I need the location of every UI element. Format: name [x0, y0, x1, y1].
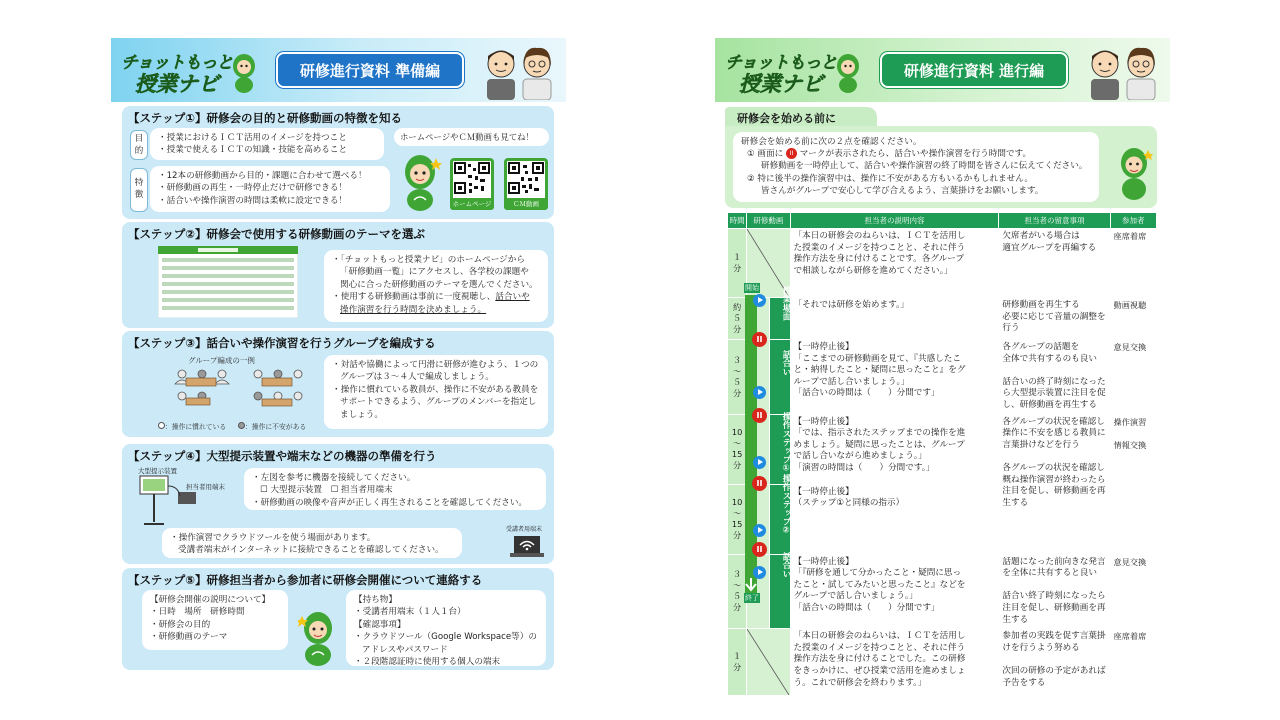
page-title: 研修進行資料 進行編 — [880, 52, 1068, 88]
play-icon — [753, 524, 766, 537]
qr-code-icon — [507, 161, 545, 195]
diagonal-line-icon — [747, 629, 789, 695]
col-participants: 参加者 — [1110, 213, 1156, 229]
procedure-table — [727, 212, 1157, 696]
step3-title: 【ステップ③】話合いや操作演習を行うグループを編成する — [128, 336, 436, 350]
cloud-text: ・操作演習でクラウドツールを使う場面があります。 受講者端末がインターネットに接続できることを確認してください。 — [162, 528, 462, 558]
mascot-icon — [835, 52, 861, 94]
section-title: 研修会を始める前に — [725, 107, 877, 127]
table-row: １ 分 「本日の研修会のねらいは、ＩＣＴを活用し た授業のイメージを持つことと、それに伴う 操作方法を身に付けることでした。この研修 をきっかけに、ぜひ授業で活用を進めましょ う。これで研修会を終わります。」 参加者の実践を促す言葉掛 けを行うよう努める 次回の研修の予定があれば 予告をする 座席着席 — [728, 629, 1157, 696]
person-unsure-icon — [238, 422, 245, 429]
step5-title: 【ステップ⑤】研修担当者から参加者に研修会開催について連絡する — [128, 573, 483, 587]
learner-terminal-label: 受講者用端末 — [506, 526, 543, 533]
terminal-label: 担当者用端末 — [186, 483, 225, 491]
play-icon — [753, 456, 766, 469]
col-time: 時間 — [728, 213, 747, 229]
teachers-illustration-icon — [479, 42, 561, 100]
discussion2-label: 話合い — [781, 552, 791, 578]
step1-title: 【ステップ①】研修会の目的と研修動画の特徴を知る — [128, 111, 403, 125]
homepage-qr-code[interactable]: ホームページ — [450, 158, 494, 210]
display-device-icon — [136, 474, 216, 530]
pause-icon: II — [752, 332, 767, 347]
operation-step2-label: 操作ステップ② — [781, 474, 791, 536]
col-explanation: 担当者の説明内容 — [790, 213, 999, 229]
purpose-tag: 目 的 — [130, 130, 148, 160]
page-title: 研修進行資料 準備編 — [276, 52, 464, 88]
arrow-down-icon — [745, 578, 757, 592]
table-row: 10 ～ 15 分 【一時停止後】 「では、指示されたステップまでの操作を進 めましょう。疑問に思ったことは、グループ で話し合いながら進めましょう。」 「演習の時間は（ ）分間です。」 各グループの状況を確認し 操作に不安を感じる教員に 言葉掛けなどを行う 各グループの状況を確認し 概ね操作演習が終わったら 注目を促し、研修動画を再 生する 操作演習 情報交換 — [728, 414, 1157, 484]
logo: チョットもっと 授業ナビ — [725, 46, 853, 96]
intro-text: 研修会を始める前に次の２点を確認ください。 ① 画面に II マークが表示されたら、話合いや操作演習を行う時間です。 研修動画を一時停止して、話合いや操作演習の終了時間を皆さんに伝えてください。 ② 特に後半の操作演習中は、操作に不安がある方もいるかもしれません。 皆さんがグループで安心して学び合えるよう、言葉掛けをお願いします。 — [733, 132, 1099, 202]
step3-text: ・対話や協働によって円滑に研修が進むよう、１つの グループは３～４人で編成しましょう。 ・操作に慣れている教員が、操作に不安がある教員を サポートできるよう、グループのメンバーを指定し ましょう。 — [324, 355, 548, 429]
group-seating-diagram-icon — [172, 366, 312, 416]
col-notes: 担当者の留意事項 — [999, 213, 1110, 229]
step4-text: ・左図を参考に機器を接続してください。 ☐ 大型提示装置 ☐ 担当者用端末 ・研修動画の映像や音声が正しく再生されることを確認してください。 — [244, 468, 546, 510]
operation-step1-label: 操作ステップ① — [781, 412, 791, 474]
table-row: １ 分 「本日の研修会のねらいは、ＩＣＴを活用し た授業のイメージを持つことと、それに伴う 操作方法を身に付けることです。各グループ で相談しながら研修を進めてください。」 欠席者がいる場合は 適宜グループを再編する 座席着席 — [728, 229, 1157, 298]
table-row: 10 ～ 15 分 【一時停止後】 （ステップ①と同様の指示） — [728, 484, 1157, 554]
table-row: 約 ５ 分 「それでは研修を始めます。」 研修動画を再生する 必要に応じて音量の調整を 行う 動画視聴 — [728, 298, 1157, 340]
mascot-icon — [400, 152, 442, 212]
step3-box — [122, 331, 554, 437]
pause-icon: II — [752, 408, 767, 423]
qr-code-icon — [453, 161, 491, 195]
play-icon — [753, 294, 766, 307]
feature-text: ・12本の研修動画から目的・課題に合わせて選べる！ ・研修動画の再生・一時停止だけで研修できる！ ・話合いや操作演習の時間は柔軟に設定できる！ — [150, 166, 390, 212]
mascot-icon — [298, 610, 338, 668]
cm-video-qr-code[interactable]: ＣＭ動画 — [504, 158, 548, 210]
purpose-text: ・授業におけるＩＣＴ活用のイメージを持つこと ・授業で使えるＩＣＴの知識・技能を高めること — [150, 128, 384, 160]
progress-header — [715, 38, 1170, 102]
mascot-icon — [1115, 146, 1153, 202]
step5-box — [122, 568, 554, 670]
video-list-screenshot-icon — [158, 246, 298, 318]
person-skilled-icon — [158, 422, 165, 429]
preparation-page — [111, 38, 566, 674]
pause-icon: II — [752, 542, 767, 557]
discussion-label: 話合い — [781, 350, 791, 376]
laptop-wifi-icon — [510, 534, 544, 558]
end-label: 終了 — [745, 594, 759, 602]
step2-box — [122, 222, 554, 328]
table-row: ３ ～ ５ 分 【一時停止後】 「ここまでの研修動画を見て、『共感したこ と・納得したこと・疑問に思ったこと』をグ ループで話し合いましょう。」 「話合いの時間は（ ）分間です」 各グループの話題を 全体で共有するのも良い 話合いの終了時刻になった ら大型提示装置に注目を促 し、研修動画を再生する 意見交換 — [728, 340, 1157, 415]
step2-title: 【ステップ②】研修会で使用する研修動画のテーマを選ぶ — [128, 227, 426, 241]
teachers-illustration-icon — [1083, 42, 1165, 100]
legend-unsure: ：操作に不安がある — [238, 421, 306, 431]
col-video: 研修動画 — [747, 213, 790, 229]
start-label: 開始 — [745, 284, 759, 292]
table-row: ３ ～ ５ 分 【一時停止後】 「『研修を通して分かったこと・疑問に思っ たこと・試してみたいと思ったこと』などを グループで話し合いましょう。」 「話合いの時間は（ ）分間です」 話題になった前向きな発言 を全体に共有すると良い 話合い終了時刻になったら 注目を促し、研修動画を再 生する 意見交換 — [728, 554, 1157, 629]
step5-info: 【研修会開催の説明について】 ・日時 場所 研修時間 ・研修会の目的 ・研修動画のテーマ — [142, 590, 288, 650]
group-example-label: グループ編成の一例 — [188, 356, 255, 365]
intro-box — [725, 126, 1157, 208]
preparation-header — [111, 38, 566, 102]
hp-note: ホームページやＣＭ動画も見てね！ — [394, 128, 549, 146]
logo: チョットもっと 授業ナビ — [121, 46, 249, 96]
legend-skilled: ：操作に慣れている — [158, 421, 226, 431]
pause-mark-icon: II — [786, 148, 797, 159]
pause-icon: II — [752, 476, 767, 491]
step2-text: ・「チョットもっと授業ナビ」のホームページから 「研修動画一覧」にアクセスし、各学校の課題や 関心に合った研修動画のテーマを選んでください。 ・使用する研修動画は事前に一度視聴し、話合いや 操作演習を行う時間を決めましょう。 — [324, 250, 548, 322]
step1-box — [122, 106, 554, 219]
feature-tag: 特 徴 — [130, 168, 148, 212]
play-icon — [753, 386, 766, 399]
step4-box — [122, 444, 554, 564]
step5-items: 【持ち物】 ・受講者用端末（１人１台） 【確認事項】 ・クラウドツール（Google Workspace等）の アドレスやパスワード ・２段階認証時に使用する個人の端末 — [346, 590, 546, 666]
mascot-icon — [231, 52, 257, 94]
display-label: 大型提示装置 — [138, 467, 177, 475]
step4-title: 【ステップ④】大型提示装置や端末などの機器の準備を行う — [128, 449, 437, 463]
table-header-row — [728, 213, 1157, 229]
intro-scene-label: 授業場面 — [781, 285, 791, 321]
